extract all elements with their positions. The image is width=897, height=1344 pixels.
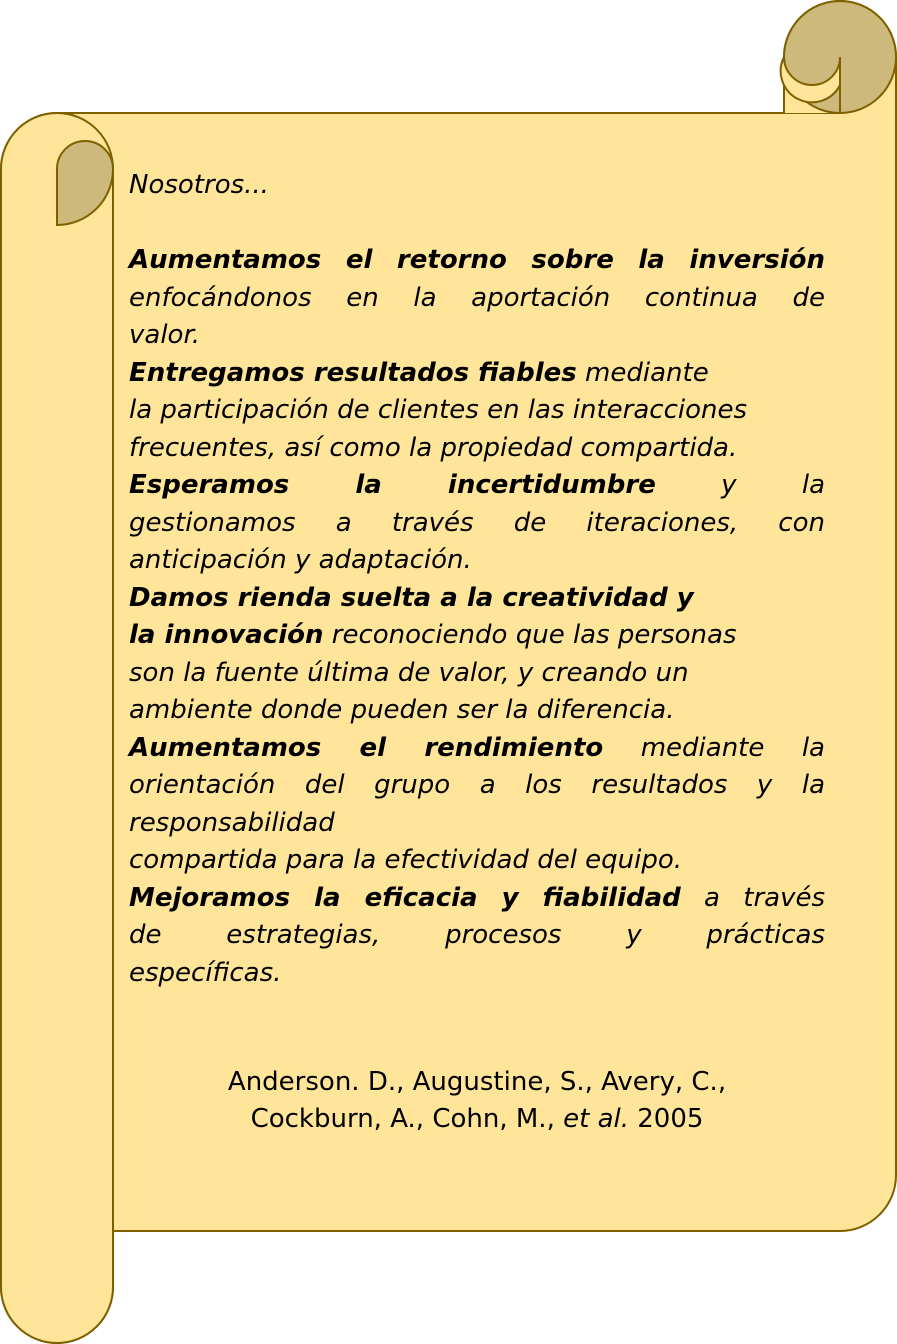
citation-line-1: Anderson. D., Augustine, S., Avery, C.,: [227, 1067, 727, 1097]
statement-1-line-3: valor.: [129, 320, 201, 350]
statement-6-line-1: [129, 880, 825, 918]
statement-4-bold-1: Damos rienda suelta a la creatividad y: [129, 582, 694, 613]
statement-4-bold-2: la innovación: [129, 620, 324, 650]
statement-1-bold: Aumentamos el retorno sobre la inversión: [129, 245, 825, 275]
statement-4-line-3: son la fuente última de valor, y creando un: [129, 657, 689, 688]
statement-6-line-3: específicas.: [129, 957, 282, 988]
statement-1-line-1: [129, 242, 825, 280]
statement-6-line-2: de estrategias, procesos y prácticas: [129, 920, 825, 950]
statement-5-text-0: mediante la: [640, 732, 825, 763]
statement-2-text-0: mediante: [585, 357, 709, 388]
statement-3-line-3: anticipación y adaptación.: [129, 545, 472, 575]
citation-authors: Cockburn, A., Cohn, M.,: [250, 1104, 555, 1134]
left-roll: [1, 113, 113, 1343]
citation-year: 2005: [637, 1104, 704, 1134]
statement-3-line-1: [129, 467, 825, 505]
statement-5-line-4: compartida para la efectividad del equipo.: [129, 845, 683, 875]
intro-line: Nosotros...: [129, 170, 269, 200]
statement-2-line-2: la participación de clientes en las interacciones: [129, 395, 748, 425]
statement-2-line-1: [129, 355, 825, 393]
statement-5-line-2: orientación del grupo a los resultados y la: [129, 770, 825, 800]
statement-4-line-2: [129, 617, 825, 655]
statement-3-text-0: y la: [721, 470, 826, 500]
statement-4-line-1: [129, 580, 825, 618]
statement-3-bold: Esperamos la incertidumbre: [129, 470, 656, 500]
citation-line-2: [129, 1101, 825, 1138]
statement-5-bold: Aumentamos el rendimiento: [129, 732, 604, 763]
statement-6-bold: Mejoramos la eficacia y fiabilidad: [129, 882, 681, 913]
citation: [129, 1064, 825, 1138]
statement-2-line-3: frecuentes, así como la propiedad compartida.: [129, 432, 738, 463]
citation-et-al: et al.: [563, 1104, 629, 1134]
manifesto-text: [129, 167, 825, 992]
statement-3-line-2: gestionamos a través de iteraciones, con: [129, 507, 825, 538]
statement-4-line-4: ambiente donde pueden ser la diferencia.: [129, 695, 675, 725]
statement-2-bold: Entregamos resultados fiables: [129, 357, 577, 388]
statement-6-text-0: a través: [704, 882, 825, 913]
statement-1-line-2: enfocándonos en la aportación continua de: [129, 282, 825, 313]
statement-5-line-3: responsabilidad: [129, 807, 335, 838]
statement-5-line-1: [129, 730, 825, 768]
statement-4-text-0: reconociendo que las personas: [331, 620, 737, 650]
